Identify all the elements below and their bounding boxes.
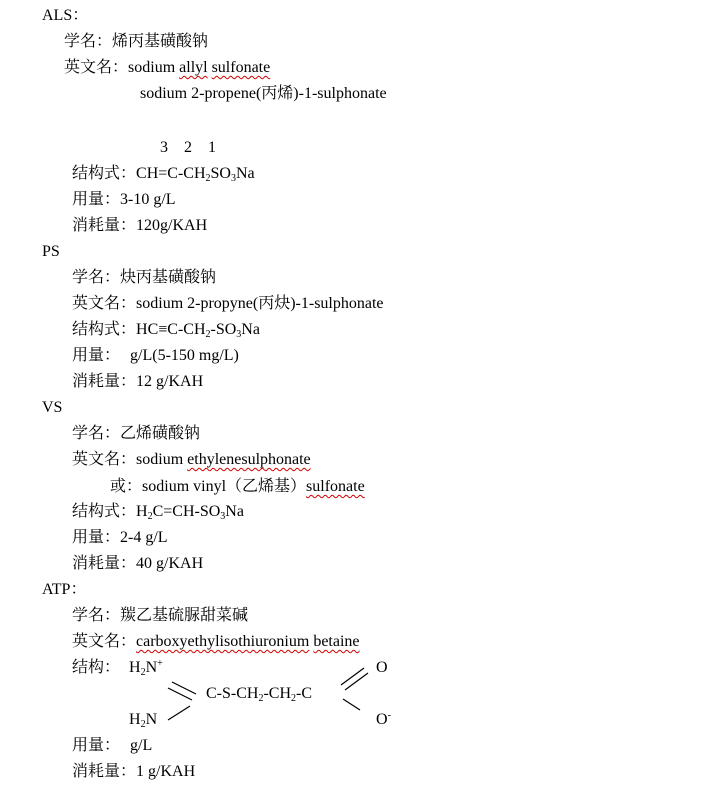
f: 2 xyxy=(140,719,146,730)
f: N xyxy=(145,659,158,676)
section-heading-vs: VS xyxy=(42,399,63,416)
spellcheck-word: allyl xyxy=(179,59,208,76)
label: 学名： xyxy=(72,607,121,624)
f: -SO xyxy=(210,321,237,338)
als-english-name-alt: sodium 2-propene(丙烯)-1-sulphonate xyxy=(140,85,387,102)
f: H xyxy=(136,503,148,520)
f: -CH xyxy=(263,685,292,702)
label: 英文名： xyxy=(64,59,129,76)
f: 2 xyxy=(205,329,211,340)
value: g/L xyxy=(130,737,153,754)
carbon-numbering: 3 2 1 xyxy=(160,139,216,156)
label: 结构式： xyxy=(72,503,137,520)
f: -C xyxy=(296,685,313,702)
f: 2 xyxy=(140,667,146,678)
f: H xyxy=(129,659,141,676)
f: C=CH-SO xyxy=(152,503,221,520)
atp-oxygen-top: O xyxy=(376,659,388,676)
label: 英文名： xyxy=(72,633,137,650)
value: 40 g/KAH xyxy=(136,555,204,572)
chemical-name: 乙烯磺酸钠 xyxy=(120,425,201,442)
chemical-name: 烯丙基磺酸钠 xyxy=(112,33,209,50)
f: HC≡C-CH xyxy=(136,321,206,338)
atp-structure-label: 结构： xyxy=(72,659,121,676)
label: 消耗量： xyxy=(72,555,137,572)
atp-dosage-line xyxy=(72,736,152,756)
label: 学名： xyxy=(72,425,121,442)
label: 结构式： xyxy=(72,165,137,182)
f: 3 xyxy=(236,329,242,340)
text: sodium vinyl（乙烯基） xyxy=(142,478,307,495)
spellcheck-word: ethylenesulphonate xyxy=(187,451,311,468)
label: 学名： xyxy=(64,33,113,50)
value: 2-4 g/L xyxy=(120,529,168,546)
f: 3 xyxy=(220,511,226,522)
spellcheck-word: sulfonate xyxy=(306,478,365,495)
f: CH=C-CH xyxy=(136,165,206,182)
f: 3 xyxy=(230,173,236,184)
label: 或： xyxy=(110,478,143,495)
f: 2 xyxy=(291,693,297,704)
label: 用量： xyxy=(72,529,121,546)
section-heading-ps: PS xyxy=(42,243,60,260)
value: 3-10 g/L xyxy=(120,191,176,208)
f: Na xyxy=(241,321,260,338)
label: 消耗量： xyxy=(72,217,137,234)
section-heading-als: ALS： xyxy=(42,7,89,24)
label: 英文名： xyxy=(72,295,137,312)
value: 1 g/KAH xyxy=(136,763,196,780)
value: g/L(5-150 mg/L) xyxy=(130,347,239,364)
f: + xyxy=(157,658,163,669)
f: - xyxy=(387,710,391,721)
chemical-name: 炔丙基磺酸钠 xyxy=(120,269,217,286)
atp-consumption-line xyxy=(72,762,195,782)
label: 消耗量： xyxy=(72,763,137,780)
label: 用量： xyxy=(72,191,121,208)
label: 英文名： xyxy=(72,451,137,468)
label: 用量： xyxy=(72,737,121,754)
label: 消耗量： xyxy=(72,373,137,390)
text: sodium xyxy=(136,451,188,468)
label: 结构式： xyxy=(72,321,137,338)
spellcheck-word: sulfonate xyxy=(211,59,271,76)
double-bond-upper-right xyxy=(345,673,368,690)
value: 120g/KAH xyxy=(136,217,208,234)
label: 用量： xyxy=(72,347,121,364)
f: H xyxy=(129,711,141,728)
f: Na xyxy=(235,165,255,182)
f: 2 xyxy=(147,511,153,522)
spellcheck-word: carboxyethylisothiuronium xyxy=(136,633,310,650)
f: Na xyxy=(225,503,244,520)
text: sodium xyxy=(128,59,180,76)
label: 学名： xyxy=(72,269,121,286)
f: SO xyxy=(210,165,231,182)
spellcheck-word: betaine xyxy=(313,633,360,650)
text: sodium 2-propyne(丙炔)-1-sulphonate xyxy=(136,295,384,312)
f: 2 xyxy=(205,173,211,184)
double-bond-upper-right xyxy=(341,668,364,685)
f: 2 xyxy=(258,693,264,704)
section-heading-atp: ATP： xyxy=(42,581,87,598)
single-bond-lower-left xyxy=(168,706,190,720)
value: 12 g/KAH xyxy=(136,373,204,390)
f: N xyxy=(145,711,158,728)
chemical-name: 羰乙基硫脲甜菜碱 xyxy=(120,607,249,624)
f: O xyxy=(376,711,388,728)
f: C-S-CH xyxy=(206,685,259,702)
single-bond-lower-right xyxy=(343,699,360,710)
